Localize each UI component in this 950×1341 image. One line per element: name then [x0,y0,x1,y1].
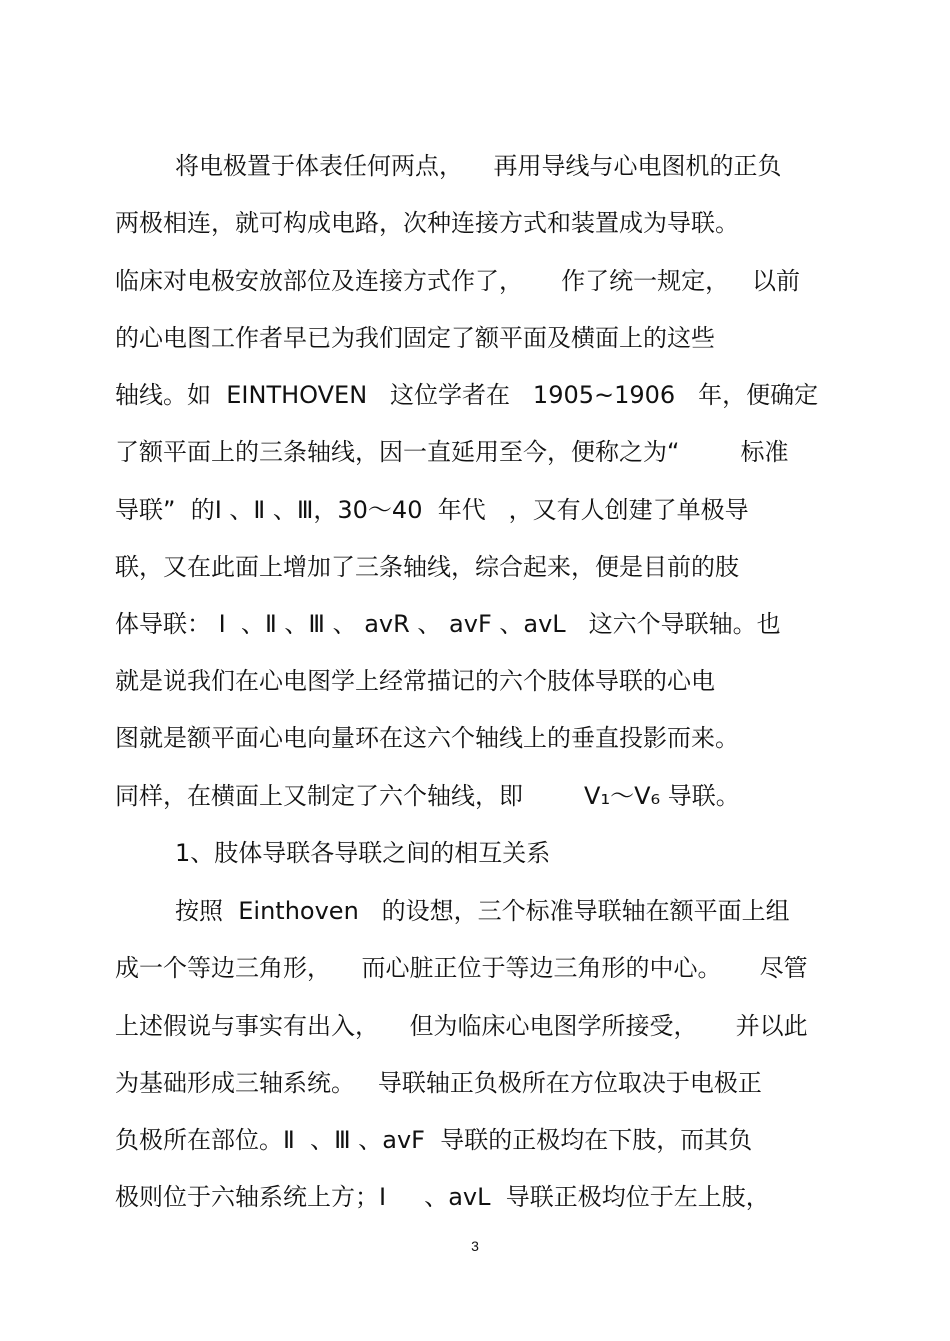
paragraph-line: 导联” 的Ⅰ 、Ⅱ 、Ⅲ，30～40 年代 ，又有人创建了单极导 [115,496,749,524]
paragraph-line: 就是说我们在心电图学上经常描记的六个肢体导联的心电 [115,667,715,695]
paragraph-line: 上述假说与事实有出入， 但为临床心电图学所接受， 并以此 [115,1012,808,1040]
paragraph-line: 将电极置于体表任何两点， 再用导线与心电图机的正负 [175,152,782,180]
paragraph-line: 同样，在横面上又制定了六个轴线，即 V₁～V₆ 导联。 [115,782,740,810]
paragraph-line: 按照 Einthoven 的设想，三个标准导联轴在额平面上组 [175,897,790,925]
paragraph-line: 成一个等边三角形， 而心脏正位于等边三角形的中心。 尽管 [115,954,808,982]
paragraph-line: 轴线。如 EINTHOVEN 这位学者在 1905~1906 年，便确定 [115,381,819,409]
paragraph-line: 两极相连，就可构成电路，次种连接方式和装置成为导联。 [115,209,739,237]
paragraph-line: 联，又在此面上增加了三条轴线，综合起来，便是目前的肢 [115,553,739,581]
section-heading: 1、肢体导联各导联之间的相互关系 [175,839,551,867]
paragraph-line: 了额平面上的三条轴线，因一直延用至今，便称之为“ 标准 [115,438,789,466]
page-number: 3 [471,1238,479,1254]
paragraph-line: 为基础形成三轴系统。 导联轴正负极所在方位取决于电极正 [115,1069,762,1097]
paragraph-line: 体导联： Ⅰ 、Ⅱ 、Ⅲ 、 avR 、 avF 、avL 这六个导联轴。也 [115,610,781,638]
paragraph-line: 负极所在部位。Ⅱ 、Ⅲ 、avF 导联的正极均在下肢，而其负 [115,1126,753,1154]
paragraph-line: 图就是额平面心电向量环在这六个轴线上的垂直投影而来。 [115,724,739,752]
paragraph-line: 极则位于六轴系统上方；Ⅰ 、avL 导联正极均位于左上肢， [115,1183,770,1211]
paragraph-line: 的心电图工作者早已为我们固定了额平面及横面上的这些 [115,324,715,352]
paragraph-line: 临床对电极安放部位及连接方式作了， 作了统一规定， 以前 [115,267,801,295]
